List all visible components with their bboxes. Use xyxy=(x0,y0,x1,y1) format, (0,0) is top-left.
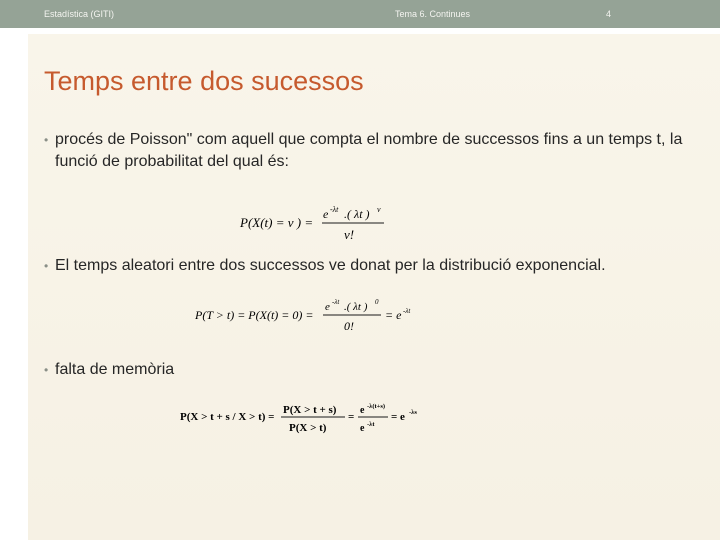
svg-text:-λt: -λt xyxy=(403,307,411,315)
svg-text:0!: 0! xyxy=(344,319,354,333)
bullet-marker: • xyxy=(44,133,49,147)
svg-text:ν!: ν! xyxy=(344,227,355,242)
svg-text:-λs: -λs xyxy=(409,409,417,416)
svg-text:e: e xyxy=(360,423,365,434)
svg-text:-λt: -λt xyxy=(332,298,340,306)
svg-text:P(X > t + s / X > t) =: P(X > t + s / X > t) = xyxy=(180,411,275,423)
svg-text:P(X > t + s): P(X > t + s) xyxy=(283,404,337,416)
svg-text:-λ(t+s): -λ(t+s) xyxy=(367,403,386,410)
svg-text:-λt: -λt xyxy=(330,205,339,214)
bullet-poisson xyxy=(44,129,694,173)
svg-text:= e: = e xyxy=(391,411,405,423)
bullet-text: procés de Poisson" com aquell que compta el nombre de successos fins a un temps t, la funció de probabilitat del qual és: xyxy=(55,131,683,170)
svg-text:-λt: -λt xyxy=(367,421,375,428)
svg-text:0: 0 xyxy=(375,298,379,306)
svg-text:=: = xyxy=(348,411,355,423)
bullet-exponential xyxy=(44,255,694,277)
svg-text:= e: = e xyxy=(385,308,402,322)
svg-text:.( λt ): .( λt ) xyxy=(344,207,370,221)
bullet-marker: • xyxy=(44,363,49,377)
svg-text:ν: ν xyxy=(377,205,381,214)
bullet-memoryless xyxy=(44,359,694,381)
svg-text:e: e xyxy=(323,207,329,221)
svg-text:P(X > t): P(X > t) xyxy=(289,422,327,434)
bullet-marker: • xyxy=(44,259,49,273)
slide-body xyxy=(28,34,720,540)
slide-title: Temps entre dos sucessos xyxy=(44,66,364,96)
svg-text:.( λt ): .( λt ) xyxy=(344,301,368,313)
bullet-text: El temps aleatori entre dos successos ve donat per la distribució exponencial. xyxy=(55,257,606,274)
exponential-formula xyxy=(195,298,415,338)
svg-text:e: e xyxy=(325,301,330,313)
svg-text:P(X(t) = ν ) =: P(X(t) = ν ) = xyxy=(240,215,314,230)
bullet-text: falta de memòria xyxy=(55,361,175,378)
poisson-formula xyxy=(238,205,398,245)
course-label: Estadística (GITI) xyxy=(44,9,115,19)
topic-label: Tema 6. Continues xyxy=(395,9,471,19)
svg-text:P(T > t) = P(X(t) = 0) =: P(T > t) = P(X(t) = 0) = xyxy=(195,308,314,322)
svg-text:e: e xyxy=(360,405,365,416)
page-number: 4 xyxy=(606,9,612,19)
memoryless-formula xyxy=(180,402,425,438)
